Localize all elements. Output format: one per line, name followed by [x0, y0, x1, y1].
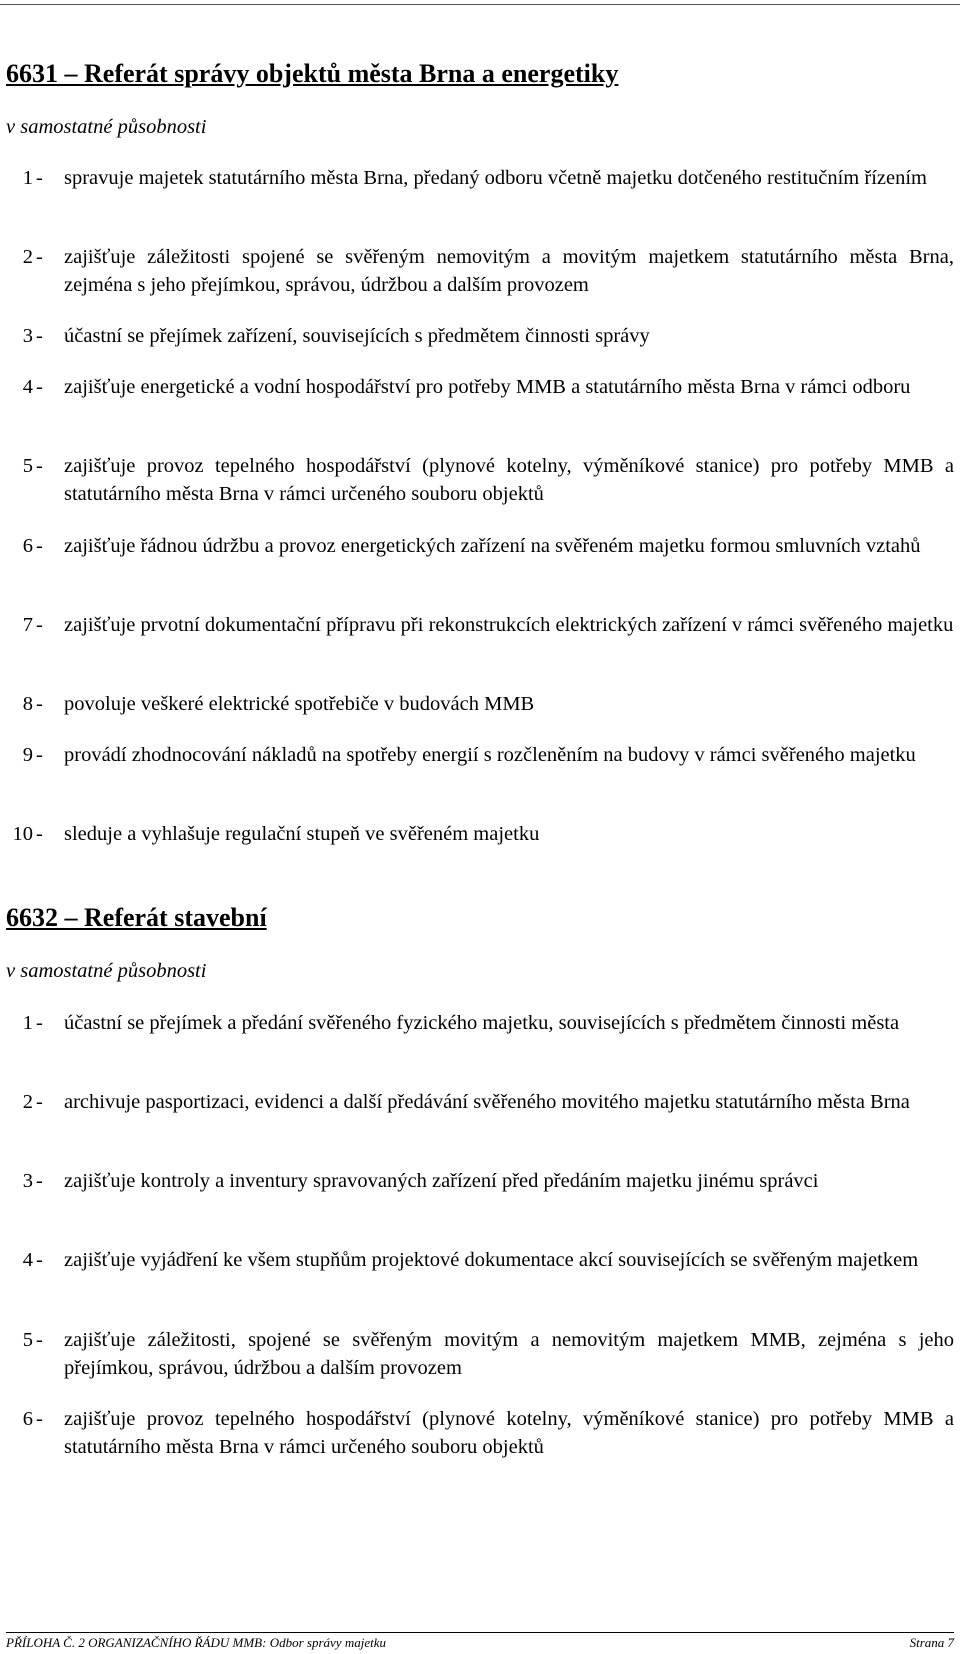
- item-dash: -: [36, 1091, 43, 1113]
- item-dash: -: [36, 167, 43, 189]
- page-number: Strana 7: [909, 1635, 954, 1650]
- item-dash: -: [36, 693, 43, 715]
- item-text: zajišťuje kontroly a inventury spravovaných zařízení před předáním majetku jinému správci: [64, 1170, 819, 1192]
- item-text: účastní se přejímek zařízení, souvisejících s předmětem činnosti správy: [64, 325, 650, 347]
- item-number: 2: [22, 246, 33, 268]
- item-text: sleduje a vyhlašuje regulační stupeň ve svěřeném majetku: [64, 823, 540, 845]
- item-number: 1: [22, 167, 33, 189]
- item-dash: -: [36, 455, 43, 477]
- item-number: 4: [22, 1249, 33, 1271]
- item-dash: -: [36, 1329, 43, 1351]
- item-number: 6: [22, 535, 33, 557]
- item-dash: -: [36, 535, 43, 557]
- item-number: 5: [22, 1329, 33, 1351]
- section-title: 6631 – Referát správy objektů města Brna a energetiky: [6, 59, 619, 88]
- section-title: 6632 – Referát stavební: [6, 903, 267, 932]
- item-number: 6: [22, 1408, 33, 1430]
- item-dash: -: [36, 1012, 43, 1034]
- section-subtitle: v samostatné působnosti: [6, 116, 207, 138]
- item-text: zajišťuje řádnou údržbu a provoz energetických zařízení na svěřeném majetku formou smluvních vztahů: [64, 535, 921, 557]
- item-dash: -: [36, 823, 43, 845]
- item-text: archivuje pasportizaci, evidenci a další předávání svěřeného movitého majetku statutárního města Brna: [64, 1091, 910, 1113]
- item-number: 5: [22, 455, 33, 477]
- item-text: zajišťuje provoz tepelného hospodářství (plynové kotelny, výměníkové stanice) pro potřeby MMB a statutárního města Brna v rámci určeného souboru objektů: [64, 1408, 954, 1458]
- item-dash: -: [36, 614, 43, 636]
- footer-rule: [6, 1632, 954, 1633]
- item-text: provádí zhodnocování nákladů na spotřeby energií s rozčleněním na budovy v rámci svěřeného majetku: [64, 744, 916, 766]
- item-number: 7: [22, 614, 33, 636]
- item-text: zajišťuje prvotní dokumentační přípravu při rekonstrukcích elektrických zařízení v rámci svěřeného majetku: [64, 614, 954, 636]
- item-dash: -: [36, 325, 43, 347]
- top-rule: [0, 4, 960, 5]
- item-dash: -: [36, 744, 43, 766]
- item-number: 1: [22, 1012, 33, 1034]
- section-subtitle: v samostatné působnosti: [6, 960, 207, 982]
- item-text: spravuje majetek statutárního města Brna, předaný odboru včetně majetku dotčeného restitučním řízením: [64, 167, 927, 189]
- item-dash: -: [36, 376, 43, 398]
- item-dash: -: [36, 1408, 43, 1430]
- item-text: povoluje veškeré elektrické spotřebiče v budovách MMB: [64, 693, 535, 715]
- item-number: 4: [22, 376, 33, 398]
- item-text: účastní se přejímek a předání svěřeného fyzického majetku, souvisejících s předmětem činnosti města: [64, 1012, 900, 1034]
- item-text: zajišťuje provoz tepelného hospodářství (plynové kotelny, výměníkové stanice) pro potřeby MMB a statutárního města Brna v rámci určeného souboru objektů: [64, 455, 954, 505]
- item-text: zajišťuje vyjádření ke všem stupňům projektové dokumentace akcí souvisejících se svěřeným majetkem: [64, 1249, 919, 1271]
- item-number: 3: [22, 325, 33, 347]
- item-dash: -: [36, 1170, 43, 1192]
- item-text: zajišťuje energetické a vodní hospodářství pro potřeby MMB a statutárního města Brna v rámci odboru: [64, 376, 911, 398]
- item-dash: -: [36, 246, 43, 268]
- item-number: 8: [22, 693, 33, 715]
- item-number: 2: [22, 1091, 33, 1113]
- item-text: zajišťuje záležitosti spojené se svěřeným nemovitým a movitým majetkem statutárního města Brna, zejména s jeho přejímkou, správou, údržbou a dalším provozem: [64, 246, 954, 296]
- item-number: 3: [22, 1170, 33, 1192]
- item-number: 10: [12, 823, 33, 845]
- item-number: 9: [22, 744, 33, 766]
- footer-left-text: PŘÍLOHA Č. 2 ORGANIZAČNÍHO ŘÁDU MMB: Odbor správy majetku: [6, 1635, 386, 1650]
- item-dash: -: [36, 1249, 43, 1271]
- item-text: zajišťuje záležitosti, spojené se svěřeným movitým a nemovitým majetkem MMB, zejména s jeho přejímkou, správou, údržbou a dalším provozem: [64, 1329, 954, 1379]
